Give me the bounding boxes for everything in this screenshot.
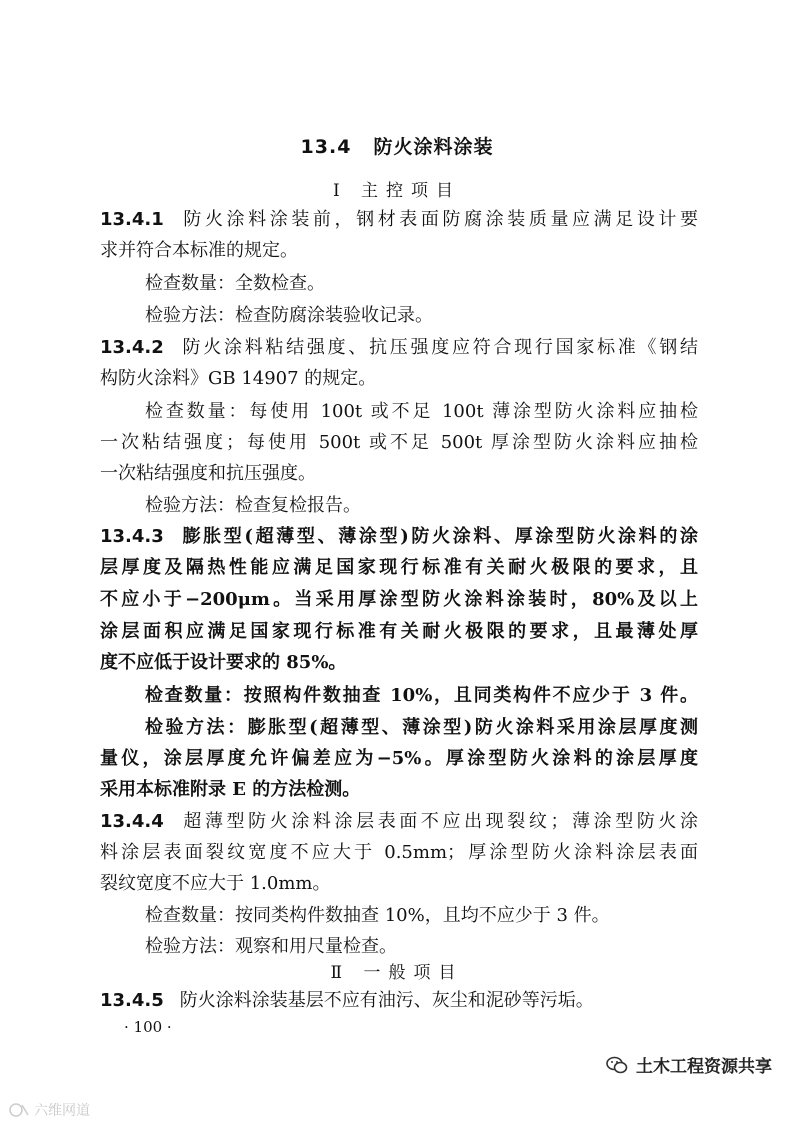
clause-number: 13.4.3 — [100, 526, 164, 547]
clause-number: 13.4.4 — [100, 811, 164, 832]
clause-number: 13.4.5 — [100, 990, 164, 1011]
subsection-main-items: Ⅰ 主控项目 — [332, 181, 462, 201]
clause-13-4-1-quantity: 检查数量：全数检查。 — [145, 273, 325, 294]
clause-13-4-1-line-1 — [100, 204, 698, 235]
watermark-site — [8, 1100, 90, 1120]
clause-text: 防火涂料粘结强度、抗压强度应符合现行国家标准《钢结 — [179, 337, 698, 358]
clause-13-4-3-line-3: 不应小于−200μm。当采用厚涂型防火涂料涂装时，80%及以上 — [100, 589, 698, 610]
clause-text: 超薄型防火涂料涂层表面不应出现裂纹；薄涂型防火涂 — [179, 811, 698, 832]
clause-13-4-4-quantity: 检查数量：按同类构件数抽查 10%，且均不应少于 3 件。 — [145, 905, 610, 926]
clause-13-4-3-quantity: 检查数量：按照构件数抽查 10%，且同类构件不应少于 3 件。 — [145, 685, 698, 706]
site-logo-icon — [8, 1102, 30, 1118]
clause-13-4-2-quantity-2: 一次粘结强度；每使用 500t 或不足 500t 厚涂型防火涂料应抽检 — [100, 432, 698, 453]
clause-13-4-3-line-4: 涂层面积应满足国家现行标准有关耐火极限的要求，且最薄处厚 — [100, 621, 698, 642]
clause-13-4-2-quantity-3: 一次粘结强度和抗压强度。 — [100, 463, 316, 484]
clause-13-4-2-quantity-1: 检查数量：每使用 100t 或不足 100t 薄涂型防火涂料应抽检 — [145, 401, 698, 422]
clause-13-4-2-line-1 — [100, 332, 698, 363]
watermark-account-name: 土木工程资源共享 — [636, 1057, 772, 1077]
clause-13-4-3-line-2: 层厚度及隔热性能应满足国家现行标准有关耐火极限的要求，且 — [100, 557, 698, 578]
section-number: 13.4 — [300, 136, 352, 158]
page-number: · 100 · — [124, 1018, 172, 1036]
wechat-icon — [606, 1056, 628, 1074]
clause-13-4-3-method-2: 量仪，涂层厚度允许偏差应为−5%。厚涂型防火涂料的涂层厚度 — [100, 748, 698, 769]
clause-13-4-3-method-1: 检验方法：膨胀型(超薄型、薄涂型)防火涂料采用涂层厚度测 — [145, 717, 698, 738]
clause-13-4-4-line-1 — [100, 806, 698, 837]
subsection-general-items: Ⅱ 一般项目 — [330, 963, 464, 983]
clause-13-4-4-line-3: 裂纹宽度不应大于 1.0mm。 — [100, 873, 331, 894]
clause-number: 13.4.1 — [100, 209, 164, 230]
clause-number: 13.4.2 — [100, 337, 164, 358]
clause-13-4-5-line-1 — [100, 985, 698, 1016]
clause-13-4-4-line-2: 料涂层表面裂纹宽度不应大于 0.5mm；厚涂型防火涂料涂层表面 — [100, 842, 698, 863]
clause-13-4-1-line-2: 求并符合本标准的规定。 — [100, 240, 298, 261]
clause-13-4-3-line-5: 度不应低于设计要求的 85%。 — [100, 652, 347, 673]
clause-13-4-3-line-1 — [100, 521, 698, 552]
clause-13-4-4-method: 检验方法：观察和用尺量检查。 — [145, 936, 397, 957]
clause-text: 膨胀型(超薄型、薄涂型)防火涂料、厚涂型防火涂料的涂 — [179, 526, 698, 547]
section-title: 防火涂料涂装 — [373, 136, 494, 158]
clause-text: 防火涂料涂装前，钢材表面防腐涂装质量应满足设计要 — [179, 209, 698, 230]
clause-13-4-2-line-2: 构防火涂料》GB 14907 的规定。 — [100, 368, 377, 389]
watermark-site-name: 六维网道 — [34, 1103, 90, 1119]
clause-text: 防火涂料涂装基层不应有油污、灰尘和泥砂等污垢。 — [179, 990, 594, 1011]
clause-13-4-1-method: 检验方法：检查防腐涂装验收记录。 — [145, 305, 433, 326]
clause-13-4-2-method: 检验方法：检查复检报告。 — [145, 495, 361, 516]
watermark-account — [606, 1052, 772, 1077]
section-heading — [0, 132, 794, 159]
clause-13-4-3-method-3: 采用本标准附录 E 的方法检测。 — [100, 779, 361, 800]
